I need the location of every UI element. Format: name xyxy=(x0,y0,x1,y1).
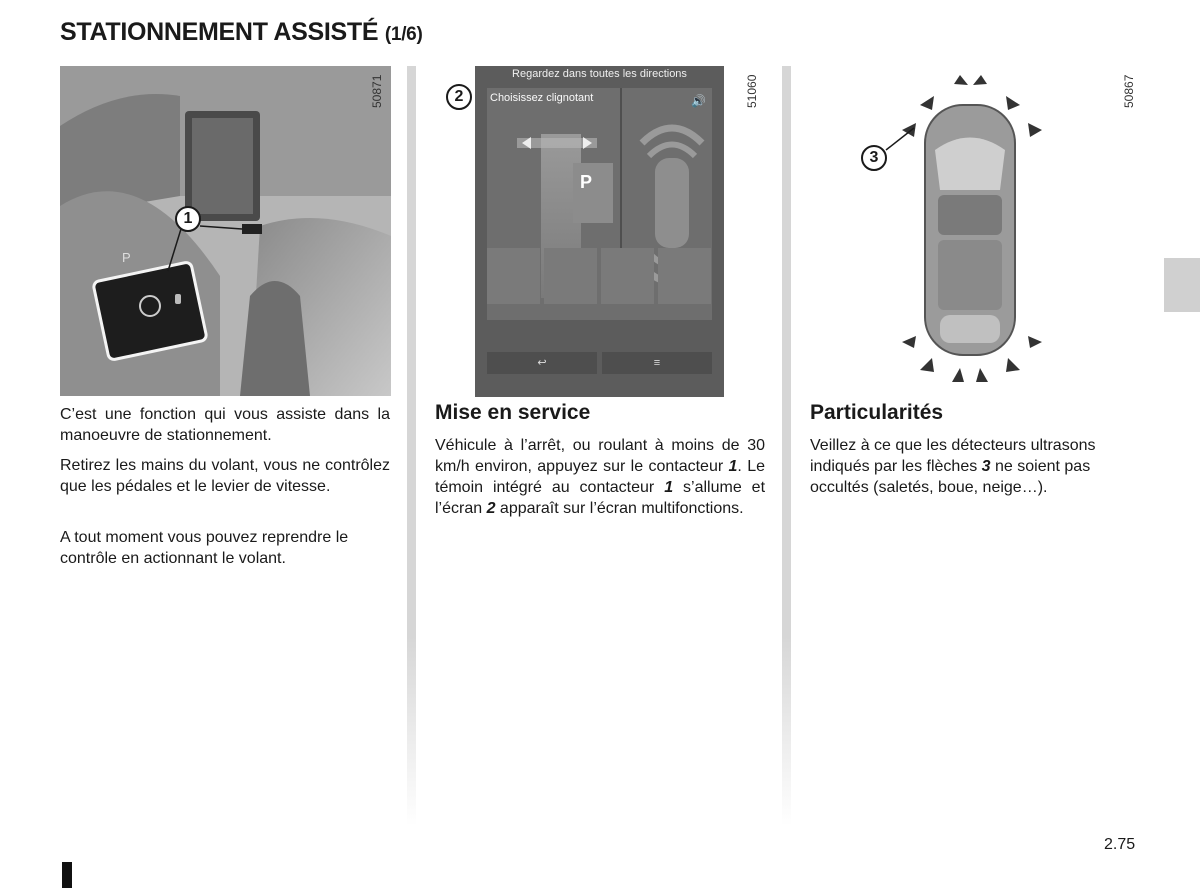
chapter-tab xyxy=(1164,258,1200,312)
callout-3-leader xyxy=(880,120,920,160)
screen-label: Choisissez clignotant xyxy=(490,92,594,104)
maneuver-tiles xyxy=(487,248,712,304)
column-separator xyxy=(782,66,791,826)
menu-icon[interactable]: ≡ xyxy=(602,352,712,374)
callout-2: 2 xyxy=(446,84,472,110)
ref-1: 1 xyxy=(728,458,738,475)
back-arrow-icon[interactable]: ↩ xyxy=(487,352,597,374)
page-title xyxy=(60,18,422,47)
multifunction-screen xyxy=(475,66,724,397)
parking-space xyxy=(573,163,613,223)
screen-header: Regardez dans toutes les directions xyxy=(512,68,687,80)
paragraph: Retirez les mains du volant, vous ne contrôlez que les pédales et le levier de vitesse. xyxy=(60,457,390,495)
maneuver-tile[interactable] xyxy=(544,248,597,304)
title-part: (1/6) xyxy=(384,24,423,45)
maneuver-tile[interactable] xyxy=(601,248,654,304)
screen-bottom-bar xyxy=(487,352,712,374)
footer-mark xyxy=(62,862,72,888)
parking-button-symbol: P xyxy=(122,250,131,265)
paragraph: Véhicule à l’arrêt, ou roulant à moins de 30 km/h environ, appuyez sur le contacteur 1. Le témoin intégré au contacteur 1 s’allume et l’écran 2 apparaît sur l’écran multifonctions. xyxy=(435,437,766,517)
paragraph: C’est une fonction qui vous assiste dans la manoeuvre de stationnement. xyxy=(60,406,390,444)
title-text: STATIONNEMENT ASSISTÉ xyxy=(60,18,379,46)
page-number: 2.75 xyxy=(1104,836,1136,853)
section-heading: Particularités xyxy=(810,401,944,424)
turn-arrows-icon xyxy=(517,128,597,158)
column-separator xyxy=(407,66,416,826)
figure-ref: 50871 xyxy=(370,74,384,108)
maneuver-tile[interactable] xyxy=(487,248,540,304)
figure-ref: 51060 xyxy=(745,74,759,108)
figure-ref: 50867 xyxy=(1122,74,1136,108)
paragraph: A tout moment vous pouvez reprendre le contrôle en actionnant le volant. xyxy=(60,529,349,567)
callout-3: 3 xyxy=(861,145,887,171)
dashboard-illustration xyxy=(60,66,391,396)
maneuver-tile[interactable] xyxy=(658,248,711,304)
section-heading: Mise en service xyxy=(435,401,591,424)
ref-2: 2 xyxy=(486,500,496,517)
callout-1: 1 xyxy=(175,206,201,232)
parking-letter: P xyxy=(580,172,593,192)
car-top-illustration xyxy=(880,70,1060,390)
paragraph: Veillez à ce que les détecteurs ultrasons indiqués par les flèches 3 ne soient pas occultés (saletés, boue, neige…). xyxy=(810,437,1096,496)
ref-1: 1 xyxy=(664,479,674,496)
speaker-icon: 🔊 xyxy=(691,94,706,108)
ref-3: 3 xyxy=(981,458,991,475)
